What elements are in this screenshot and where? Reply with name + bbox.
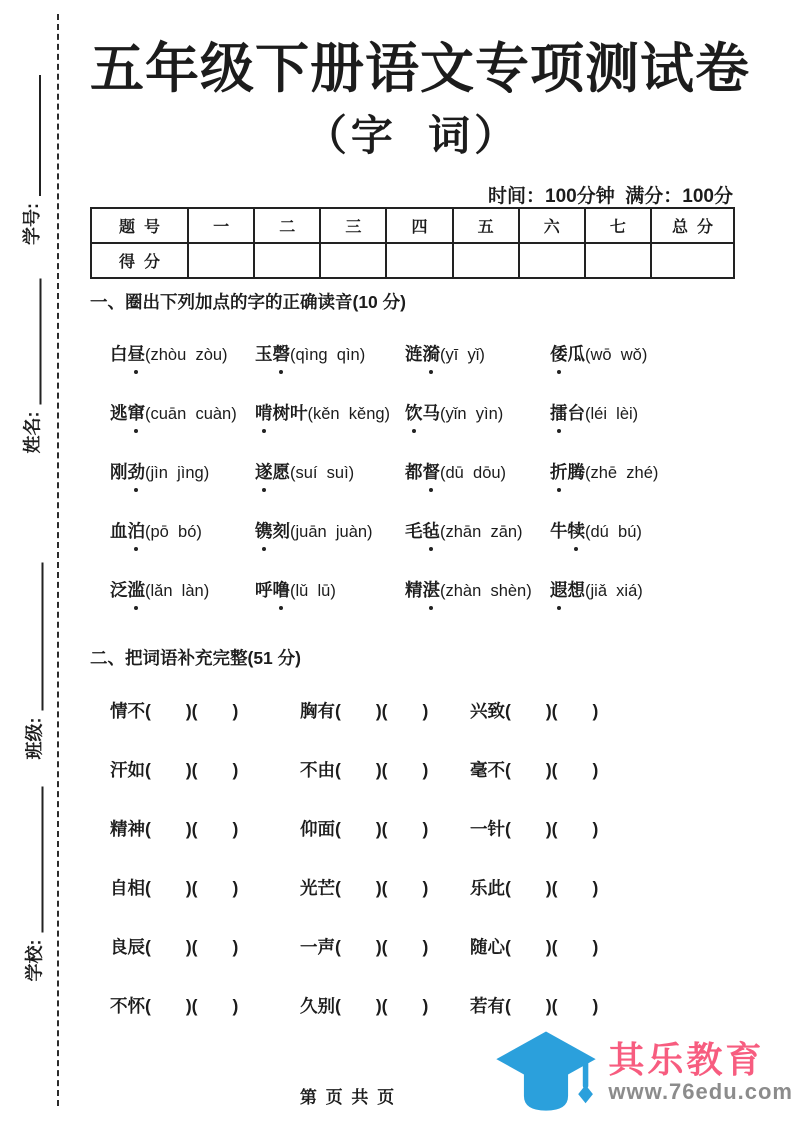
word-plain-char: 呼: [255, 580, 273, 600]
idiom-blank-item: 胸有( )( ): [300, 701, 429, 721]
word-text: [550, 344, 585, 364]
dotted-char: 窜: [128, 400, 146, 425]
word-plain-char: 毛: [405, 521, 423, 541]
word-text: [550, 403, 585, 423]
word-plain-char: 台: [567, 403, 585, 423]
idiom-row: [110, 875, 735, 903]
score-table-question-cell: 一: [188, 208, 254, 243]
pinyin-item: [405, 459, 550, 490]
idiom-row: [110, 934, 735, 962]
pinyin-options: (lǎn làn): [145, 582, 210, 600]
score-table-empty-score-cell: [519, 243, 585, 278]
student-name-field-blank-line: [20, 279, 42, 405]
pinyin-options: (jiǎ xiá): [585, 582, 643, 600]
school-field: [18, 787, 44, 982]
score-table-empty-score-cell: [320, 243, 386, 278]
dotted-char: 昼: [128, 341, 146, 366]
idiom-blank-item: 若有( )( ): [470, 996, 599, 1016]
pinyin-options: (suí suì): [290, 464, 355, 482]
section2-heading: 二、把词语补充完整(51 分): [90, 648, 301, 668]
word-text: [405, 580, 440, 600]
test-paper: [90, 0, 750, 1122]
dotted-char: 湛: [423, 577, 441, 602]
pinyin-item: [255, 518, 405, 549]
pinyin-item: [110, 400, 255, 431]
dotted-char: 饮: [405, 400, 423, 425]
pinyin-options: (jìn jìng): [145, 464, 210, 482]
time-and-score-info: 时间：100分钟 满分：100分: [488, 186, 733, 207]
pinyin-item: [405, 400, 550, 431]
idiom-blank-item: 一针( )( ): [470, 819, 599, 839]
dotted-char: 漪: [423, 341, 441, 366]
pinyin-options: (zhān zān): [440, 523, 523, 541]
pinyin-item: [405, 341, 550, 372]
word-text: [110, 521, 145, 541]
school-field-label: 学校:: [24, 939, 45, 982]
idiom-row: [110, 757, 735, 785]
word-text: [255, 344, 290, 364]
logo-website-url: www.76edu.com: [608, 1078, 793, 1104]
class-field-label: 班级:: [24, 717, 45, 760]
word-text: [405, 403, 440, 423]
score-table-question-cell: 三: [320, 208, 386, 243]
pinyin-row: [110, 518, 735, 549]
idiom-row: [110, 816, 735, 844]
idiom-blank-item: 光芒( )( ): [300, 878, 429, 898]
word-plain-char: 都: [405, 462, 423, 482]
student-name-field: [16, 279, 42, 454]
idiom-blank-item: 仰面( )( ): [300, 819, 429, 839]
pinyin-options: (zhòu zòu): [145, 346, 228, 364]
pinyin-item: [255, 341, 405, 372]
page-title: 五年级下册语文专项测试卷: [90, 39, 750, 99]
pinyin-options: (kěn kěng): [307, 405, 391, 423]
pinyin-item: [255, 459, 405, 490]
word-plain-char: 牛: [550, 521, 568, 541]
score-table: [90, 207, 735, 279]
score-table-empty-score-cell: [651, 243, 734, 278]
word-text: [255, 462, 290, 482]
idiom-row: [110, 698, 735, 726]
class-field: [18, 563, 44, 760]
word-plain-char: 腾: [567, 462, 585, 482]
score-table-question-cell: 总 分: [651, 208, 734, 243]
dotted-char: 泊: [128, 518, 146, 543]
publisher-logo: [490, 1026, 793, 1118]
class-field-blank-line: [22, 563, 44, 711]
word-text: [110, 403, 145, 423]
idiom-blank-item: 精神( )( ): [110, 819, 239, 839]
word-plain-char: 泛: [110, 580, 128, 600]
pinyin-options: (cuān cuàn): [145, 405, 237, 423]
score-table-empty-score-cell: [386, 243, 452, 278]
pinyin-options: (yī yǐ): [440, 346, 485, 364]
pinyin-options: (léi lèi): [585, 405, 639, 423]
score-table-question-cell: 七: [585, 208, 651, 243]
idiom-blank-item: 一声( )( ): [300, 937, 429, 957]
score-table-empty-score-cell: [585, 243, 651, 278]
pinyin-options: (wō wǒ): [585, 346, 648, 364]
word-text: [110, 462, 145, 482]
pinyin-options: (pō bó): [145, 523, 202, 541]
score-table-question-cell: 五: [453, 208, 519, 243]
score-table-question-cell: 二: [254, 208, 320, 243]
idiom-blank-item: 良辰( )( ): [110, 937, 239, 957]
idiom-blank-item: 自相( )( ): [110, 878, 239, 898]
score-table-header-row: [91, 208, 734, 243]
dotted-char: 劲: [128, 459, 146, 484]
pinyin-row: [110, 341, 735, 372]
logo-brand-name: 其乐教育: [608, 1039, 765, 1081]
score-table-question-cell: 四: [386, 208, 452, 243]
word-plain-char: 逃: [110, 403, 128, 423]
word-plain-char: 刚: [110, 462, 128, 482]
student-name-field-label: 姓名:: [22, 411, 43, 454]
dotted-char: 遂: [255, 459, 273, 484]
word-plain-char: 瓜: [567, 344, 585, 364]
page-subtitle: （字 词）: [304, 112, 521, 159]
graduation-cap-icon: [490, 1026, 602, 1118]
pinyin-item: [255, 400, 405, 431]
word-text: [405, 521, 440, 541]
idiom-blank-item: 随心( )( ): [470, 937, 599, 957]
pinyin-item: [550, 518, 735, 549]
pinyin-item: [550, 577, 735, 608]
dotted-char: 镌: [255, 518, 273, 543]
word-text: [550, 462, 585, 482]
score-table-empty-score-cell: [254, 243, 320, 278]
section1-pinyin-rows: [110, 341, 735, 608]
school-field-blank-line: [22, 787, 44, 933]
pinyin-options: (juān juàn): [290, 523, 373, 541]
pinyin-row: [110, 577, 735, 608]
dotted-char: 滥: [128, 577, 146, 602]
idiom-blank-item: 兴致( )( ): [470, 701, 599, 721]
pinyin-options: (qìng qìn): [290, 346, 366, 364]
score-table-empty-score-cell: [188, 243, 254, 278]
word-text: [255, 580, 290, 600]
word-plain-char: 想: [567, 580, 585, 600]
pinyin-options: (dū dōu): [440, 464, 507, 482]
idiom-blank-item: 不怀( )( ): [110, 996, 239, 1016]
word-text: [550, 580, 585, 600]
word-text: [255, 403, 308, 423]
pinyin-options: (dú bú): [585, 523, 642, 541]
word-text: [550, 521, 585, 541]
section1-heading: 一、圈出下列加点的字的正确读音(10 分): [90, 292, 406, 312]
student-number-field-blank-line: [19, 75, 41, 196]
dotted-char: 磬: [273, 341, 291, 366]
word-text: [110, 580, 145, 600]
student-number-field: [15, 75, 41, 245]
word-text: [405, 462, 440, 482]
word-text: [110, 344, 145, 364]
pinyin-item: [550, 459, 735, 490]
score-table-score-label: 得 分: [91, 243, 188, 278]
score-table-question-label: 题 号: [91, 208, 188, 243]
word-plain-char: 刻: [272, 521, 290, 541]
dotted-char: 毡: [423, 518, 441, 543]
word-plain-char: 涟: [405, 344, 423, 364]
dotted-char: 倭: [550, 341, 568, 366]
pinyin-item: [255, 577, 405, 608]
pinyin-options: (zhàn shèn): [440, 582, 532, 600]
score-table-empty-score-cell: [453, 243, 519, 278]
dotted-char: 犊: [568, 518, 586, 543]
idiom-blank-item: 乐此( )( ): [470, 878, 599, 898]
binding-dashed-line: [57, 14, 59, 1106]
word-plain-char: 玉: [255, 344, 273, 364]
idiom-blank-item: 毫不( )( ): [470, 760, 599, 780]
idiom-row: [110, 993, 735, 1021]
word-plain-char: 精: [405, 580, 423, 600]
score-table-score-row: [91, 243, 734, 278]
pinyin-item: [405, 577, 550, 608]
dotted-char: 啃: [255, 400, 273, 425]
dotted-char: 噜: [273, 577, 291, 602]
score-table-question-cell: 六: [519, 208, 585, 243]
dotted-char: 折: [550, 459, 568, 484]
student-number-field-label: 学号:: [22, 203, 42, 245]
pinyin-item: [110, 518, 255, 549]
dotted-char: 遐: [550, 577, 568, 602]
page-footer: 第 页 共 页: [299, 1088, 397, 1107]
pinyin-item: [550, 341, 735, 372]
pinyin-item: [110, 341, 255, 372]
pinyin-options: (yǐn yìn): [440, 405, 504, 423]
pinyin-item: [405, 518, 550, 549]
word-plain-char: 愿: [272, 462, 290, 482]
idiom-blank-item: 汗如( )( ): [110, 760, 239, 780]
pinyin-item: [110, 459, 255, 490]
pinyin-options: (zhē zhé): [585, 464, 659, 482]
dotted-char: 擂: [550, 400, 568, 425]
pinyin-row: [110, 400, 735, 431]
pinyin-options: (lǔ lū): [290, 582, 336, 600]
pinyin-row: [110, 459, 735, 490]
logo-text: [608, 1040, 793, 1104]
idiom-blank-item: 情不( )( ): [110, 701, 239, 721]
word-plain-char: 树叶: [272, 403, 308, 423]
word-plain-char: 白: [110, 344, 128, 364]
idiom-blank-item: 久别( )( ): [300, 996, 429, 1016]
word-plain-char: 血: [110, 521, 128, 541]
word-plain-char: 马: [422, 403, 440, 423]
pinyin-item: [550, 400, 735, 431]
section2-idiom-rows: [110, 698, 735, 1021]
idiom-blank-item: 不由( )( ): [300, 760, 429, 780]
word-text: [405, 344, 440, 364]
pinyin-item: [110, 577, 255, 608]
word-text: [255, 521, 290, 541]
dotted-char: 督: [423, 459, 441, 484]
